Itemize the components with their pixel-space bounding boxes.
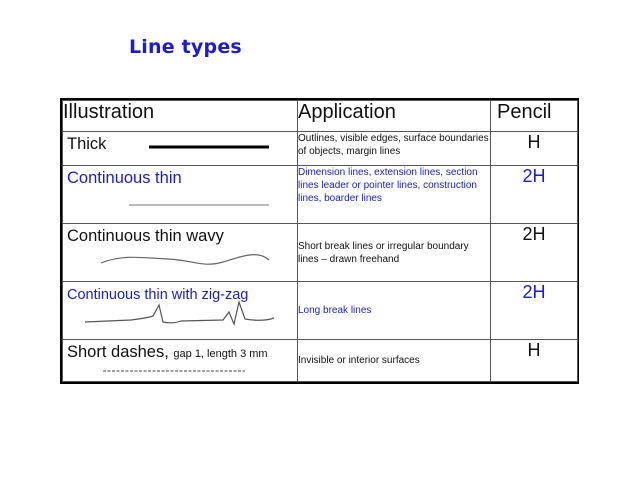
illustration-cell (63, 132, 298, 166)
header-application: Application (298, 101, 491, 132)
illustration-cell (63, 224, 298, 282)
thick-line-sample (63, 132, 298, 166)
wavy-line-sample (63, 224, 298, 282)
illustration-label: Thick (67, 135, 107, 153)
illustration-label: Continuous thin (67, 169, 182, 187)
application-cell: Invisible or interior surfaces (298, 340, 491, 382)
application-cell: Dimension lines, extension lines, section lines leader or pointer lines, construction lines, boarder lines (298, 166, 491, 224)
pencil-cell: H (491, 132, 578, 166)
illustration-cell (63, 282, 298, 340)
slide-title: Line types (129, 36, 242, 58)
illustration-label: Continuous thin with zig-zag (67, 287, 249, 303)
table-row (63, 340, 578, 382)
application-cell: Outlines, visible edges, surface boundaries of objects, margin lines (298, 132, 491, 166)
illustration-cell (63, 166, 298, 224)
pencil-cell: 2H (491, 282, 578, 340)
zigzag-line-sample (63, 282, 298, 340)
continuous-thin-line-sample (63, 166, 298, 224)
table-row (63, 282, 578, 340)
pencil-cell: 2H (491, 166, 578, 224)
illustration-label: Short dashes, gap 1, length 3 mm (67, 343, 268, 361)
illustration-cell (63, 340, 298, 382)
pencil-cell: H (491, 340, 578, 382)
table-row (63, 132, 578, 166)
header-pencil: Pencil (491, 101, 578, 132)
dashed-line-sample (63, 340, 298, 382)
application-cell: Long break lines (298, 282, 491, 340)
pencil-cell: 2H (491, 224, 578, 282)
illustration-note: gap 1, length 3 mm (173, 348, 268, 360)
table-row (63, 224, 578, 282)
line-types-table (62, 100, 578, 382)
header-row (63, 101, 578, 132)
application-cell: Short break lines or irregular boundary lines – drawn freehand (298, 224, 491, 282)
illustration-label: Continuous thin wavy (67, 227, 224, 245)
table-row (63, 166, 578, 224)
header-illustration: Illustration (63, 101, 298, 132)
